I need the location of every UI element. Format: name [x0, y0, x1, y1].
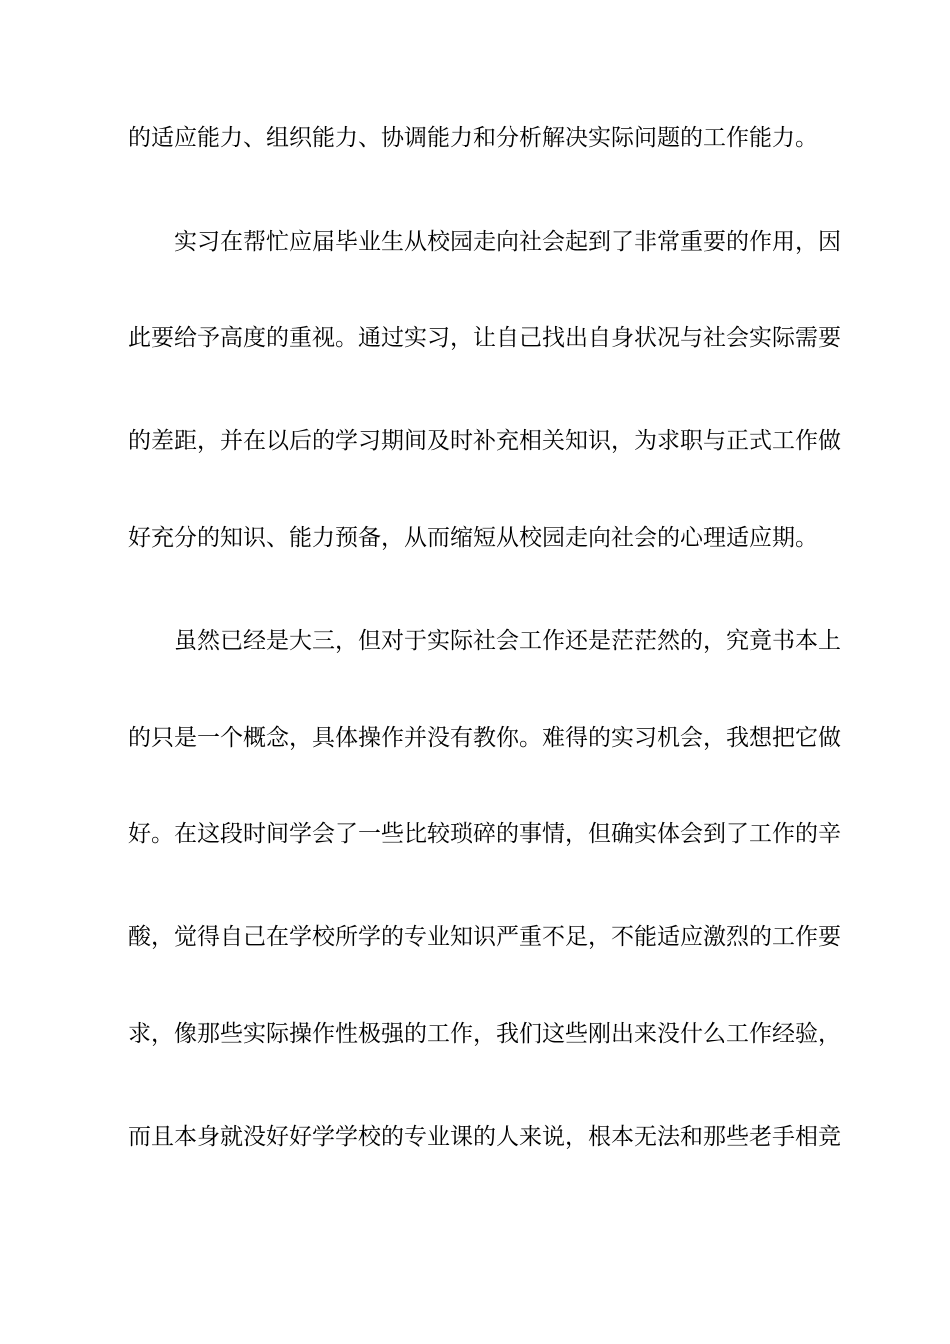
- text-line: 酸，觉得自己在学校所学的专业知识严重不足，不能适应激烈的工作要: [128, 924, 841, 950]
- text-line: 实习在帮忙应届毕业生从校园走向社会起到了非常重要的作用，因: [174, 229, 841, 255]
- text-line: 求，像那些实际操作性极强的工作，我们这些刚出来没什么工作经验，: [128, 1021, 841, 1047]
- text-line: 而且本身就没好好学学校的专业课的人来说，根本无法和那些老手相竞: [128, 1124, 841, 1150]
- text-line: 此要给予高度的重视。通过实习，让自己找出自身状况与社会实际需要: [128, 325, 841, 351]
- text-line: 的只是一个概念，具体操作并没有教你。难得的实习机会，我想把它做: [128, 725, 841, 751]
- text-line: 的差距，并在以后的学习期间及时补充相关知识，为求职与正式工作做: [128, 428, 841, 454]
- text-line: 虽然已经是大三，但对于实际社会工作还是茫茫然的，究竟书本上: [174, 628, 841, 654]
- text-line: 好。在这段时间学会了一些比较琐碎的事情，但确实体会到了工作的辛: [128, 821, 841, 847]
- text-line: 的适应能力、组织能力、协调能力和分析解决实际问题的工作能力。: [128, 125, 818, 151]
- text-line: 好充分的知识、能力预备，从而缩短从校园走向社会的心理适应期。: [128, 525, 818, 551]
